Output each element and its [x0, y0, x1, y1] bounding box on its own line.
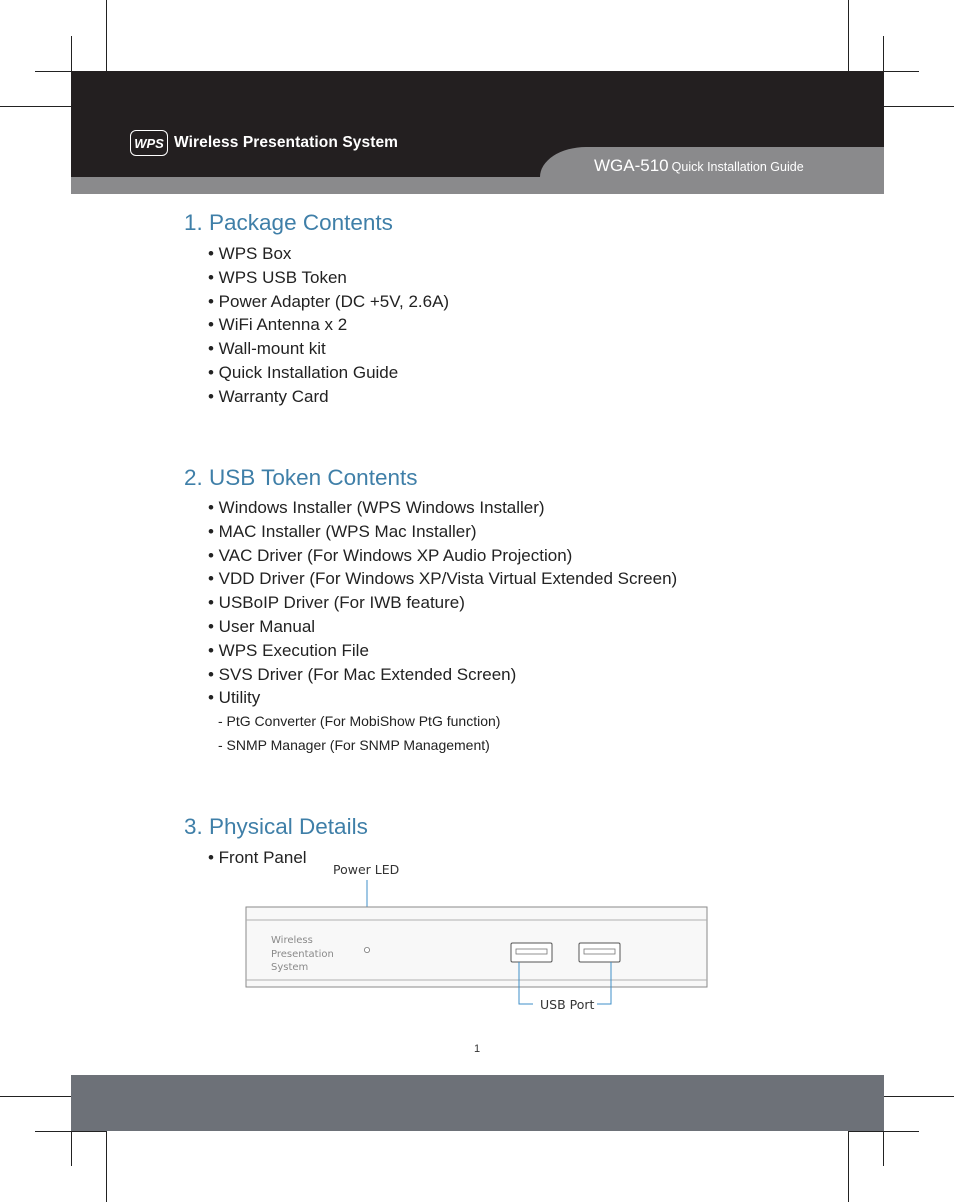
list-item: • WPS Execution File	[208, 640, 369, 660]
list-item: • WPS USB Token	[208, 267, 347, 287]
list-item: • VAC Driver (For Windows XP Audio Projection)	[208, 545, 573, 565]
device-body	[246, 907, 707, 987]
sublist-item: - SNMP Manager (For SNMP Management)	[218, 737, 490, 753]
footer-bar	[71, 1075, 884, 1131]
page-number: 1	[473, 1043, 481, 1055]
list-item: • Windows Installer (WPS Windows Installer)	[208, 498, 545, 517]
list-item: • Front Panel	[208, 848, 307, 867]
power-led-label: Power LED	[333, 862, 400, 877]
model-name: WGA-510	[594, 156, 669, 175]
power-led-icon	[364, 947, 369, 952]
list-item: • WiFi Antenna x 2	[208, 315, 348, 335]
list-item: • Warranty Card	[208, 386, 329, 406]
list-item: • Quick Installation Guide	[208, 362, 399, 382]
panel-text-line: Presentation	[271, 949, 334, 960]
list-item: • USBoIP Driver (For IWB feature)	[208, 593, 465, 613]
panel-text-line: Wireless	[271, 935, 313, 946]
list-item: • WPS Box	[208, 244, 292, 263]
list-item: • MAC Installer (WPS Mac Installer)	[208, 521, 477, 541]
section-title-package-contents: 1. Package Contents	[184, 210, 393, 235]
usb-port-icon	[579, 943, 620, 962]
sublist-item: - PtG Converter (For MobiShow PtG function)	[218, 713, 501, 729]
list-item: • Utility	[208, 688, 261, 708]
section-title-usb-token-contents: 2. USB Token Contents	[184, 465, 418, 490]
usb-port-icon	[511, 943, 552, 962]
wps-logo: WPS	[130, 130, 168, 156]
list-item: • Power Adapter (DC +5V, 2.6A)	[208, 291, 450, 311]
section-title-physical-details: 3. Physical Details	[184, 814, 368, 839]
list-item: • Wall-mount kit	[208, 339, 326, 359]
list-item: • VDD Driver (For Windows XP/Vista Virtual Extended Screen)	[208, 569, 678, 589]
brand-name: Wireless Presentation System	[174, 134, 399, 151]
usb-port-label: USB Port	[540, 997, 595, 1012]
list-item: • User Manual	[208, 616, 316, 636]
panel-text-line: System	[271, 962, 309, 973]
list-item: • SVS Driver (For Mac Extended Screen)	[208, 664, 517, 684]
guide-label: Quick Installation Guide	[671, 160, 804, 174]
